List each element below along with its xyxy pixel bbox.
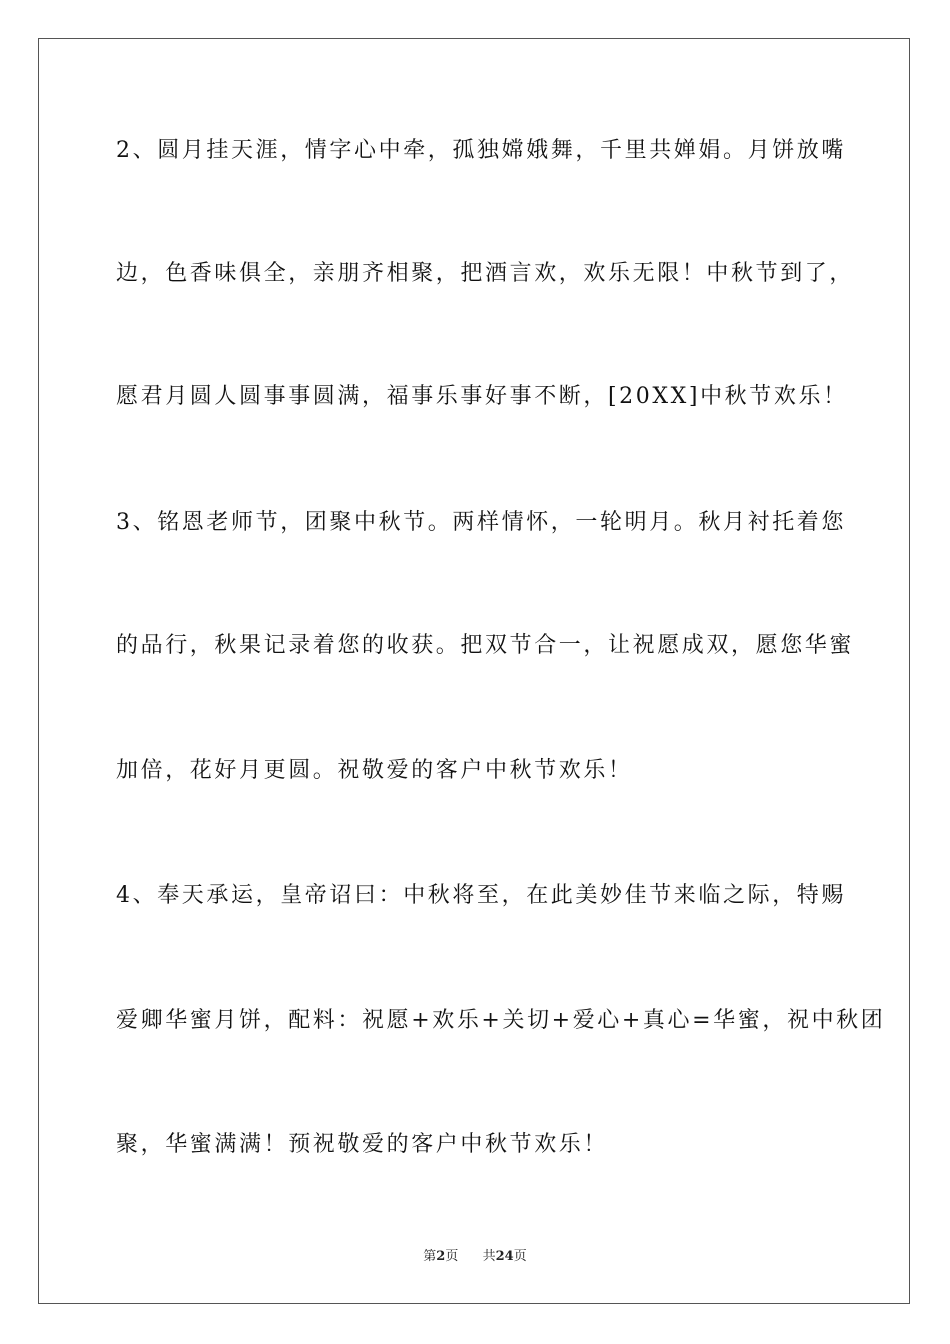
paragraph-line: 4、奉天承运，皇帝诏曰：中秋将至，在此美妙佳节来临之际，特赐 (116, 883, 846, 908)
page-number: 2 (436, 1249, 446, 1264)
paragraph-line: 愿君月圆人圆事事圆满，福事乐事好事不断，[20XX]中秋节欢乐！ (116, 384, 848, 409)
paragraph-line: 聚，华蜜满满！预祝敬爱的客户中秋节欢乐！ (116, 1132, 609, 1157)
total-pages: 24 (495, 1249, 514, 1264)
paragraph-line: 3、铭恩老师节，团聚中秋节。两样情怀，一轮明月。秋月衬托着您 (116, 510, 846, 535)
total-prefix: 共 (482, 1249, 496, 1264)
paragraph-line: 的品行，秋果记录着您的收获。把双节合一，让祝愿成双，愿您华蜜 (116, 633, 855, 658)
paragraph-line: 爱卿华蜜月饼，配料：祝愿+欢乐+关切+爱心+真心=华蜜，祝中秋团 (116, 1008, 886, 1033)
paragraph-line: 加倍，花好月更圆。祝敬爱的客户中秋节欢乐！ (116, 758, 633, 783)
page-footer (0, 1248, 950, 1266)
page-prefix: 第 (423, 1249, 437, 1264)
total-pages-label (483, 1248, 527, 1266)
paragraph-line: 2、圆月挂天涯，情字心中牵，孤独嫦娥舞，千里共婵娟。月饼放嘴 (116, 138, 846, 163)
page-suffix: 页 (445, 1249, 459, 1264)
total-suffix: 页 (513, 1249, 527, 1264)
paragraph-line: 边，色香味俱全，亲朋齐相聚，把酒言欢，欢乐无限！中秋节到了， (116, 261, 855, 286)
page-frame (38, 38, 910, 1304)
page-number-label (423, 1248, 458, 1266)
